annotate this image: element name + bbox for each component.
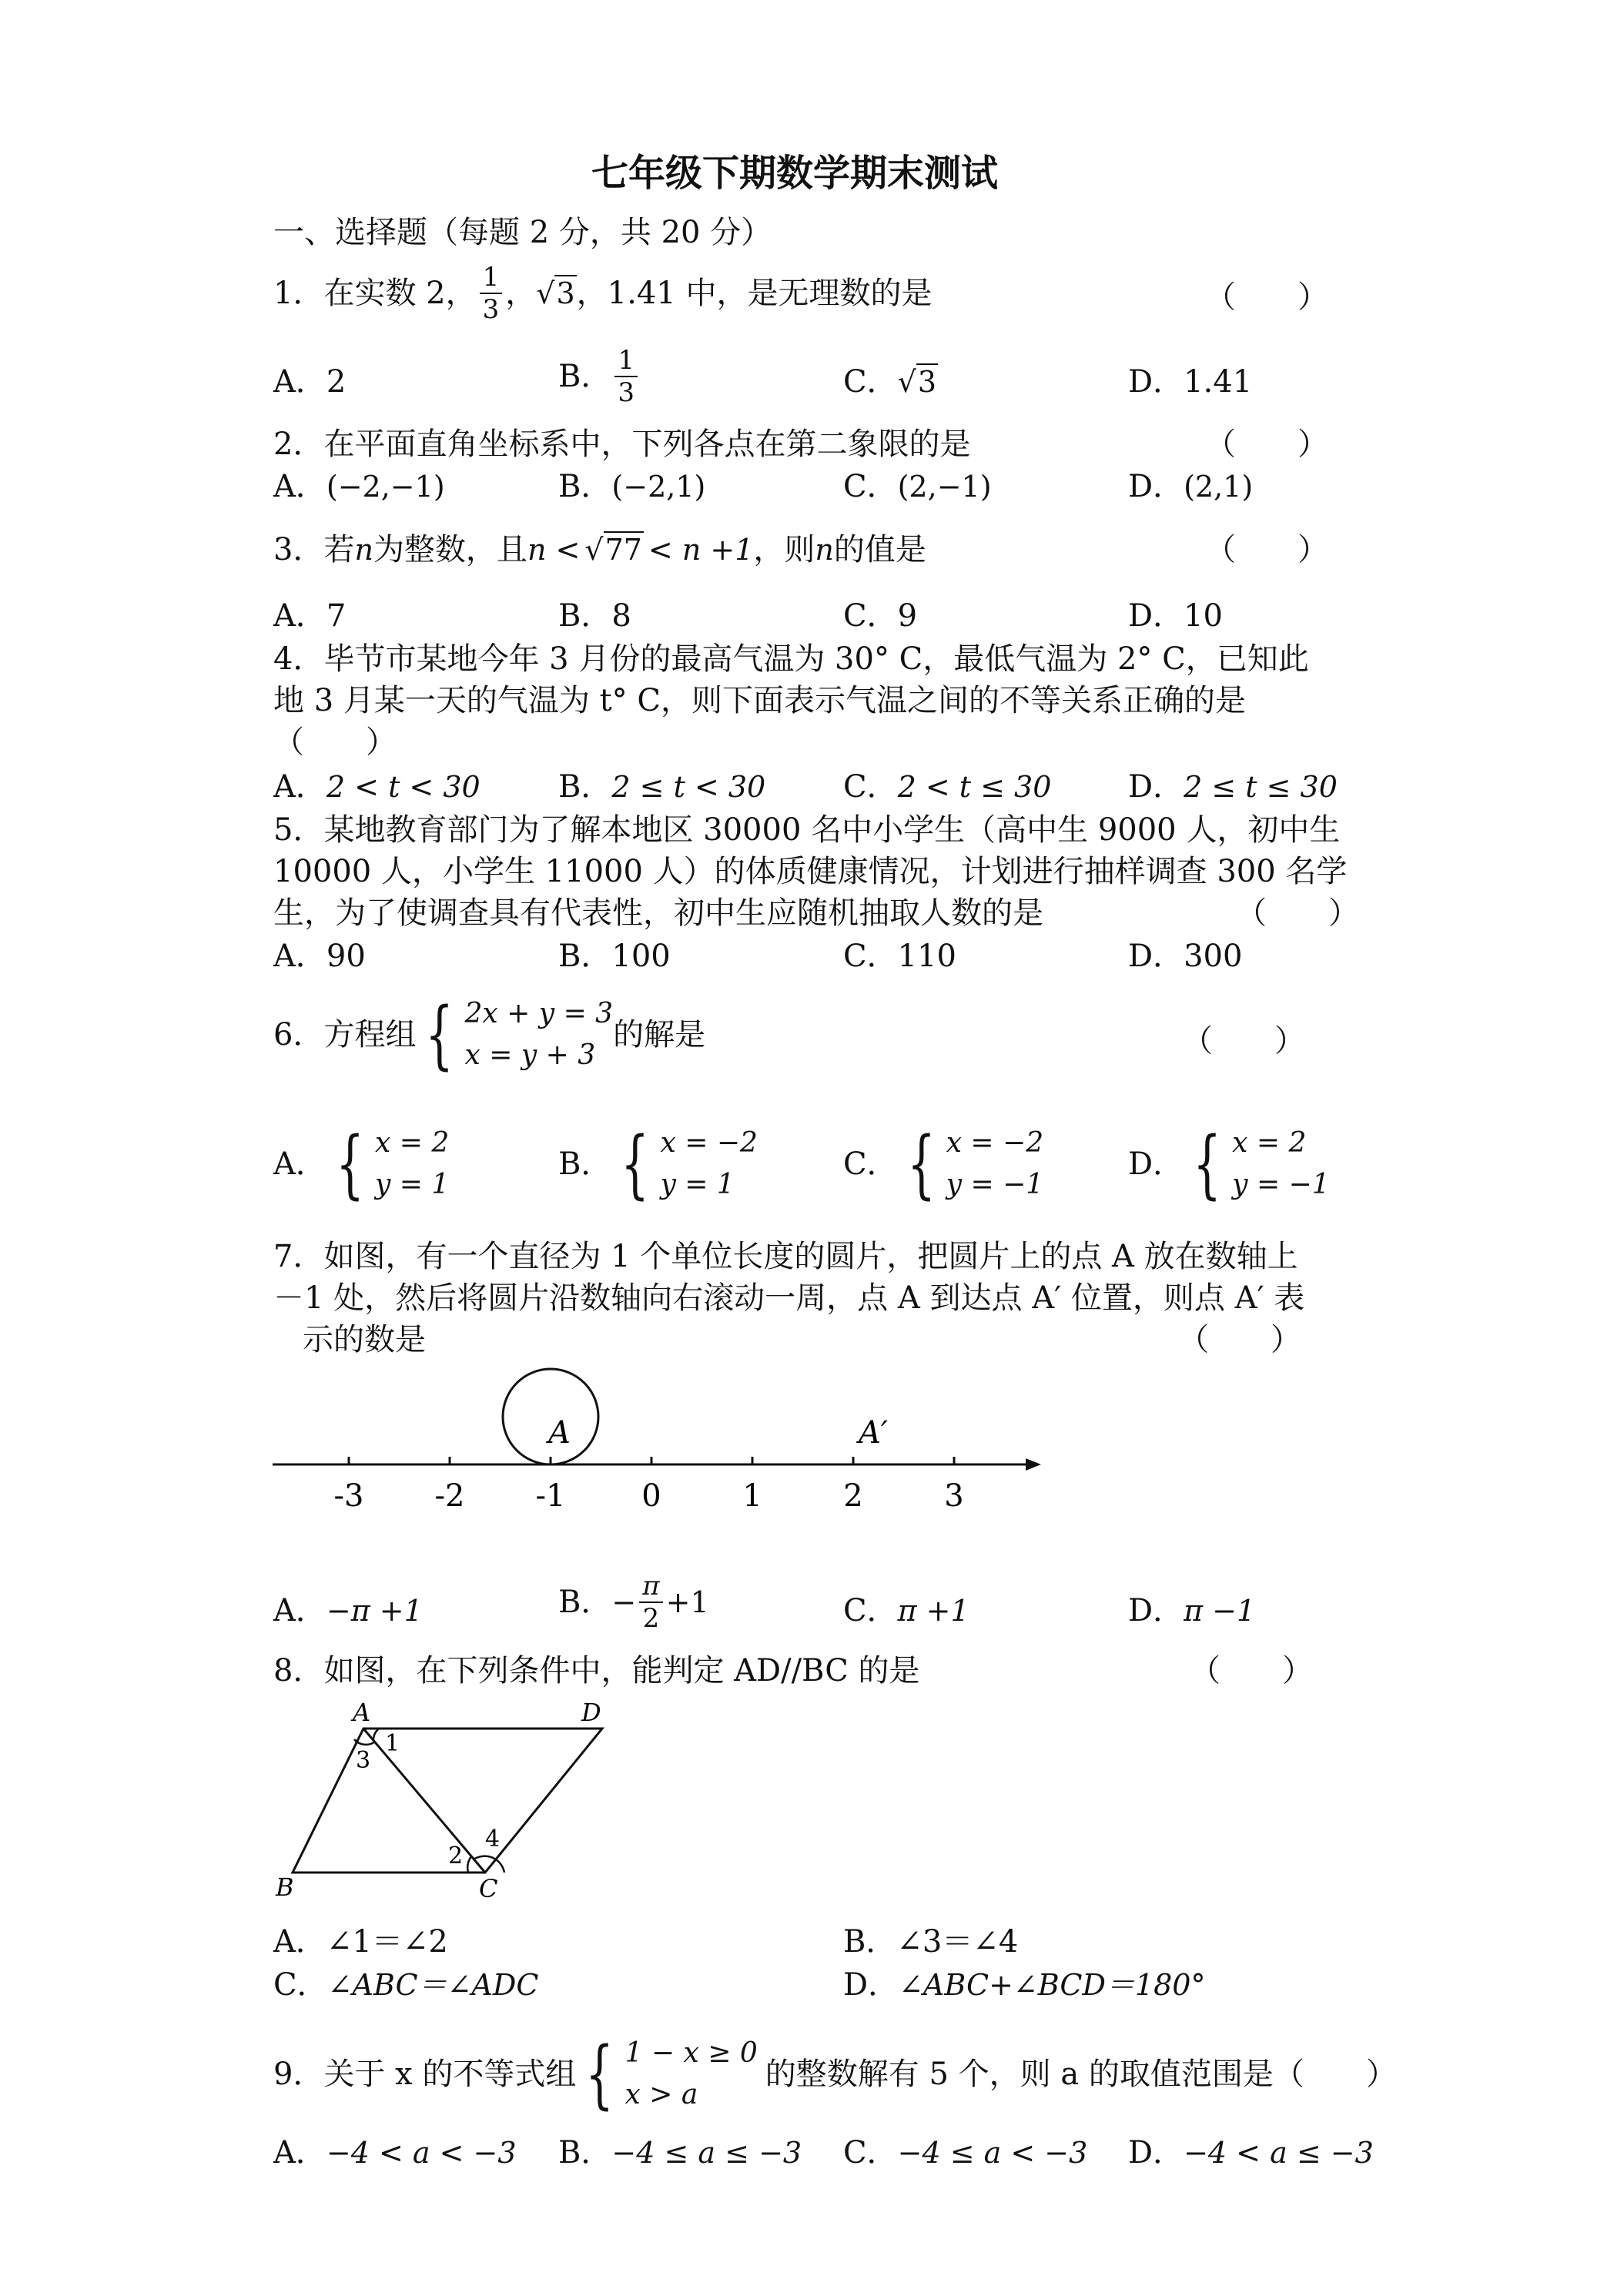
q3-option-d[interactable]: D．10 bbox=[1128, 598, 1223, 634]
q5-option-b[interactable]: B．100 bbox=[558, 939, 671, 974]
q4-option-a[interactable]: A．2 < t < 30 bbox=[273, 769, 481, 805]
q1-fraction bbox=[480, 262, 503, 325]
q4-answer-paren: （ ） bbox=[273, 725, 397, 760]
q8-option-c[interactable]: C．∠ABC＝∠ADC bbox=[273, 1967, 539, 2003]
q5-option-c[interactable]: C．110 bbox=[843, 939, 956, 974]
axis-tick-label: -3 bbox=[333, 1478, 364, 1514]
q9-option-c[interactable]: C．−4 ≤ a < −3 bbox=[843, 2135, 1088, 2170]
angle-label-4: 4 bbox=[485, 1826, 501, 1853]
axis-tick-label: 0 bbox=[641, 1478, 661, 1514]
q9-option-b[interactable]: B．−4 ≤ a ≤ −3 bbox=[558, 2135, 802, 2170]
axis-arrow bbox=[1026, 1458, 1041, 1471]
q6-option-b[interactable]: B． { x = −2 y = 1 bbox=[558, 1121, 758, 1207]
angle-label-2: 2 bbox=[448, 1842, 464, 1869]
q7-option-d[interactable]: D．π −1 bbox=[1128, 1593, 1256, 1628]
q9-option-d[interactable]: D．−4 < a ≤ −3 bbox=[1128, 2135, 1374, 2170]
q1-sep: ， bbox=[505, 276, 537, 311]
label-A-prime: A′ bbox=[859, 1415, 888, 1451]
q2-option-a[interactable]: A．(−2,−1) bbox=[273, 469, 445, 504]
q8-option-d[interactable]: D．∠ABC+∠BCD＝180° bbox=[843, 1967, 1206, 2003]
q5-option-d[interactable]: D．300 bbox=[1128, 939, 1243, 974]
q4-option-d[interactable]: D．2 ≤ t ≤ 30 bbox=[1128, 769, 1338, 805]
q5-option-a[interactable]: A．90 bbox=[273, 939, 366, 974]
label-A: A bbox=[548, 1415, 571, 1451]
question-8: 8．如图，在下列条件中，能判定 AD//BC 的是 bbox=[273, 1653, 920, 1689]
q4-option-c[interactable]: C．2 < t ≤ 30 bbox=[843, 769, 1052, 805]
q8-option-b[interactable]: B．∠3＝∠4 bbox=[843, 1924, 1019, 1960]
question-4-line-1: 4．毕节市某地今年 3 月份的最高气温为 30° C，最低气温为 2° C，已知此 bbox=[273, 641, 1309, 677]
q8-option-a[interactable]: A．∠1＝∠2 bbox=[273, 1924, 448, 1960]
q1-option-b[interactable]: B． $\frac{1}{3}$ bbox=[558, 345, 641, 408]
question-6: 6．方程组 { 2x + y = 3 x = y + 3 的解是 bbox=[273, 992, 706, 1078]
q1-frac-den: 3 bbox=[482, 294, 500, 325]
question-2: 2．在平面直角坐标系中，下列各点在第二象限的是 bbox=[273, 427, 971, 462]
question-7-line-1: 7．如图，有一个直径为 1 个单位长度的圆片，把圆片上的点 A 放在数轴上 bbox=[273, 1239, 1298, 1274]
q1-rest: ，1.41 中，是无理数的是 bbox=[576, 276, 933, 311]
question-3: 3．若 n 为整数，且 n < √77 < n +1 ，则 n 的值是 bbox=[273, 532, 926, 567]
q7-option-a[interactable]: A．−π +1 bbox=[273, 1593, 423, 1628]
q1-option-d[interactable]: D．1.41 bbox=[1128, 364, 1253, 400]
page-title: 七年级下期数学期末测试 bbox=[591, 152, 999, 195]
vertex-D: D bbox=[581, 1702, 601, 1727]
vertex-A: A bbox=[353, 1702, 371, 1727]
q1-option-a[interactable]: A．2 bbox=[273, 364, 347, 400]
axis-tick-label: -2 bbox=[434, 1478, 465, 1514]
question-5-line-2: 10000 人，小学生 11000 人）的体质健康情况，计划进行抽样调查 300 名学 bbox=[273, 854, 1348, 889]
q2-option-d[interactable]: D．(2,1) bbox=[1128, 469, 1254, 504]
question-1 bbox=[273, 262, 932, 325]
parallelogram-ABCD bbox=[293, 1729, 602, 1873]
q3-option-b[interactable]: B．8 bbox=[558, 598, 631, 634]
q7-answer-paren: （ ） bbox=[1178, 1322, 1301, 1357]
question-7-line-3: 示的数是 bbox=[303, 1322, 426, 1357]
axis-tick-label: 2 bbox=[843, 1478, 863, 1514]
q3-option-c[interactable]: C．9 bbox=[843, 598, 918, 634]
q2-answer-paren: （ ） bbox=[1205, 427, 1328, 462]
q6-option-d[interactable]: D． { x = 2 y = −1 bbox=[1128, 1121, 1330, 1207]
question-4-line-2: 地 3 月某一天的气温为 t° C，则下面表示气温之间的不等关系正确的是 bbox=[273, 683, 1246, 718]
q6-option-a[interactable]: A． { x = 2 y = 1 bbox=[273, 1121, 450, 1207]
angle-arc-1 bbox=[373, 1729, 379, 1741]
q1-prefix: 1．在实数 2， bbox=[273, 276, 477, 311]
section-heading: 一、选择题（每题 2 分，共 20 分） bbox=[273, 215, 772, 250]
angle-label-3: 3 bbox=[356, 1747, 371, 1774]
q1-sqrt: √3 bbox=[536, 276, 575, 310]
q3-option-a[interactable]: A．7 bbox=[273, 598, 347, 634]
q7-option-c[interactable]: C．π +1 bbox=[843, 1593, 969, 1628]
q1-answer-paren: （ ） bbox=[1205, 279, 1328, 315]
question-5-line-3: 生，为了使调查具有代表性，初中生应随机抽取人数的是 bbox=[273, 895, 1043, 931]
axis-tick-label: 1 bbox=[742, 1478, 762, 1514]
vertex-B: B bbox=[276, 1873, 294, 1902]
axis-tick-label: -1 bbox=[535, 1478, 566, 1514]
q8-answer-paren: （ ） bbox=[1190, 1653, 1313, 1689]
question-5-line-1: 5．某地教育部门为了解本地区 30000 名中小学生（高中生 9000 人，初中生 bbox=[273, 812, 1341, 848]
q2-option-b[interactable]: B．(−2,1) bbox=[558, 469, 706, 504]
vertex-C: C bbox=[479, 1874, 498, 1902]
angle-label-1: 1 bbox=[385, 1730, 400, 1757]
angle-arc-2 bbox=[467, 1856, 471, 1873]
q5-answer-paren: （ ） bbox=[1236, 895, 1359, 931]
q7-option-b[interactable]: B． − $\frac{\pi}{2}$ +1 bbox=[558, 1571, 709, 1634]
q6-answer-paren: （ ） bbox=[1182, 1023, 1305, 1059]
question-7-line-2: －1 处，然后将圆片沿数轴向右滚动一周，点 A 到达点 A′ 位置，则点 A′ 表 bbox=[273, 1280, 1305, 1316]
q6-option-c[interactable]: C． { x = −2 y = −1 bbox=[843, 1121, 1044, 1207]
q1-frac-num: 1 bbox=[480, 262, 503, 294]
parallelogram-figure bbox=[270, 1702, 624, 1902]
q9-option-a[interactable]: A．−4 < a < −3 bbox=[273, 2135, 517, 2170]
question-9: 9．关于 x 的不等式组 { 1 − x ≥ 0 x > a 的整数解有 5 个，则 a 的取值范围是（ ） bbox=[273, 2031, 1397, 2117]
diagonal-AC bbox=[363, 1729, 485, 1873]
q4-option-b[interactable]: B．2 ≤ t < 30 bbox=[558, 769, 766, 805]
q2-option-c[interactable]: C．(2,−1) bbox=[843, 469, 992, 504]
axis-tick-label: 3 bbox=[944, 1478, 964, 1514]
q1-option-c[interactable]: C．√3 bbox=[843, 364, 937, 400]
number-line-figure bbox=[262, 1363, 1047, 1532]
q3-answer-paren: （ ） bbox=[1205, 532, 1328, 567]
